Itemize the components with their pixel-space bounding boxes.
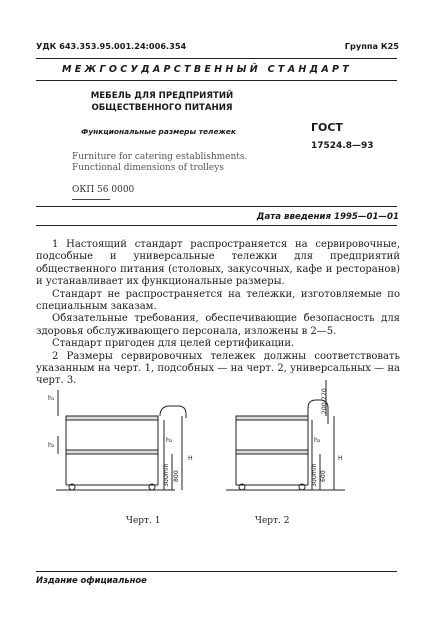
- standard-rule: [36, 80, 397, 81]
- fig1-label-h: H: [188, 455, 193, 462]
- body-rule: [36, 225, 397, 226]
- document-subtitle: Функциональные размеры тележек: [81, 127, 236, 136]
- fig1-label-h1: h₁: [48, 395, 55, 402]
- document-title: [72, 90, 252, 114]
- fig2-label-h: H: [338, 455, 343, 462]
- top-rule: [36, 58, 397, 59]
- standard-type: МЕЖГОСУДАРСТВЕННЫЙ СТАНДАРТ: [62, 64, 353, 75]
- paragraph-certification: Стандарт пригоден для целей сертификации.: [52, 338, 295, 350]
- figures-drawing: [0, 370, 426, 560]
- body-text: [36, 239, 400, 388]
- english-title-line-1: Furniture for catering establishments.: [72, 152, 248, 162]
- fig2-top-shelf: [236, 416, 308, 420]
- fig2-caption: Черт. 2: [255, 516, 290, 526]
- fig2-middle-shelf: [236, 450, 308, 454]
- paragraph-requirements: Обязательные требования, обеспечивающие безопасность для здоровья обслуживающего персонала, изложены в 2—5.: [36, 313, 400, 337]
- fig2-label-top: 200-220: [321, 388, 328, 414]
- gost-label: ГОСТ: [311, 121, 343, 134]
- title-line-1: МЕБЕЛЬ ДЛЯ ПРЕДПРИЯТИЙ: [90, 91, 234, 101]
- udk-code: УДК 643.353.95.001.24:006.354: [36, 41, 187, 51]
- paragraph-exclusion: Стандарт не распространяется на тележки, изготовляемые по специальным заказам.: [36, 288, 400, 313]
- intro-date: Дата введения 1995—01—01: [256, 212, 399, 222]
- paragraph-scope: 1 Настоящий стандарт распространяется на сервировочные, подсобные и универсальные тележки для предприятий общественного питания (столовых, закусочных, кафе и ресторанов) и устанавливает их функциональные размеры.: [36, 239, 400, 288]
- fig1-caption: Черт. 1: [126, 516, 161, 526]
- footer-rule: [36, 571, 397, 572]
- fig2-label-h2: h₂: [314, 437, 321, 444]
- english-title: [72, 152, 272, 174]
- fig1-middle-shelf: [66, 450, 158, 454]
- group-code: Группа К25: [344, 41, 399, 51]
- official-edition: Издание официальное: [36, 575, 147, 585]
- okp-underline: [72, 199, 110, 200]
- fig1-label-range: 300min: [163, 463, 170, 487]
- fig2-label-value: 600: [320, 470, 327, 482]
- paragraph-dimensions: 2 Размеры сервировочных тележек должны соответствовать указанным на черт. 1, подсобных — на черт. 2, универсальных — на черт. 3.: [36, 350, 400, 387]
- fig1-label-value: 800: [173, 470, 180, 482]
- fig1-label-h2-left: h₂: [48, 442, 55, 449]
- gost-number: 17524.8—93: [311, 141, 374, 151]
- fig1-label-h2: h₂: [166, 437, 173, 444]
- english-title-line-2: Functional dimensions of trolleys: [72, 163, 224, 173]
- fig1-top-shelf: [66, 416, 158, 420]
- title-line-2: ОБЩЕСТВЕННОГО ПИТАНИЯ: [91, 103, 233, 113]
- okp-code: ОКП 56 0000: [72, 185, 135, 195]
- fig2-label-range: 300min: [311, 463, 318, 487]
- date-rule: [36, 206, 397, 207]
